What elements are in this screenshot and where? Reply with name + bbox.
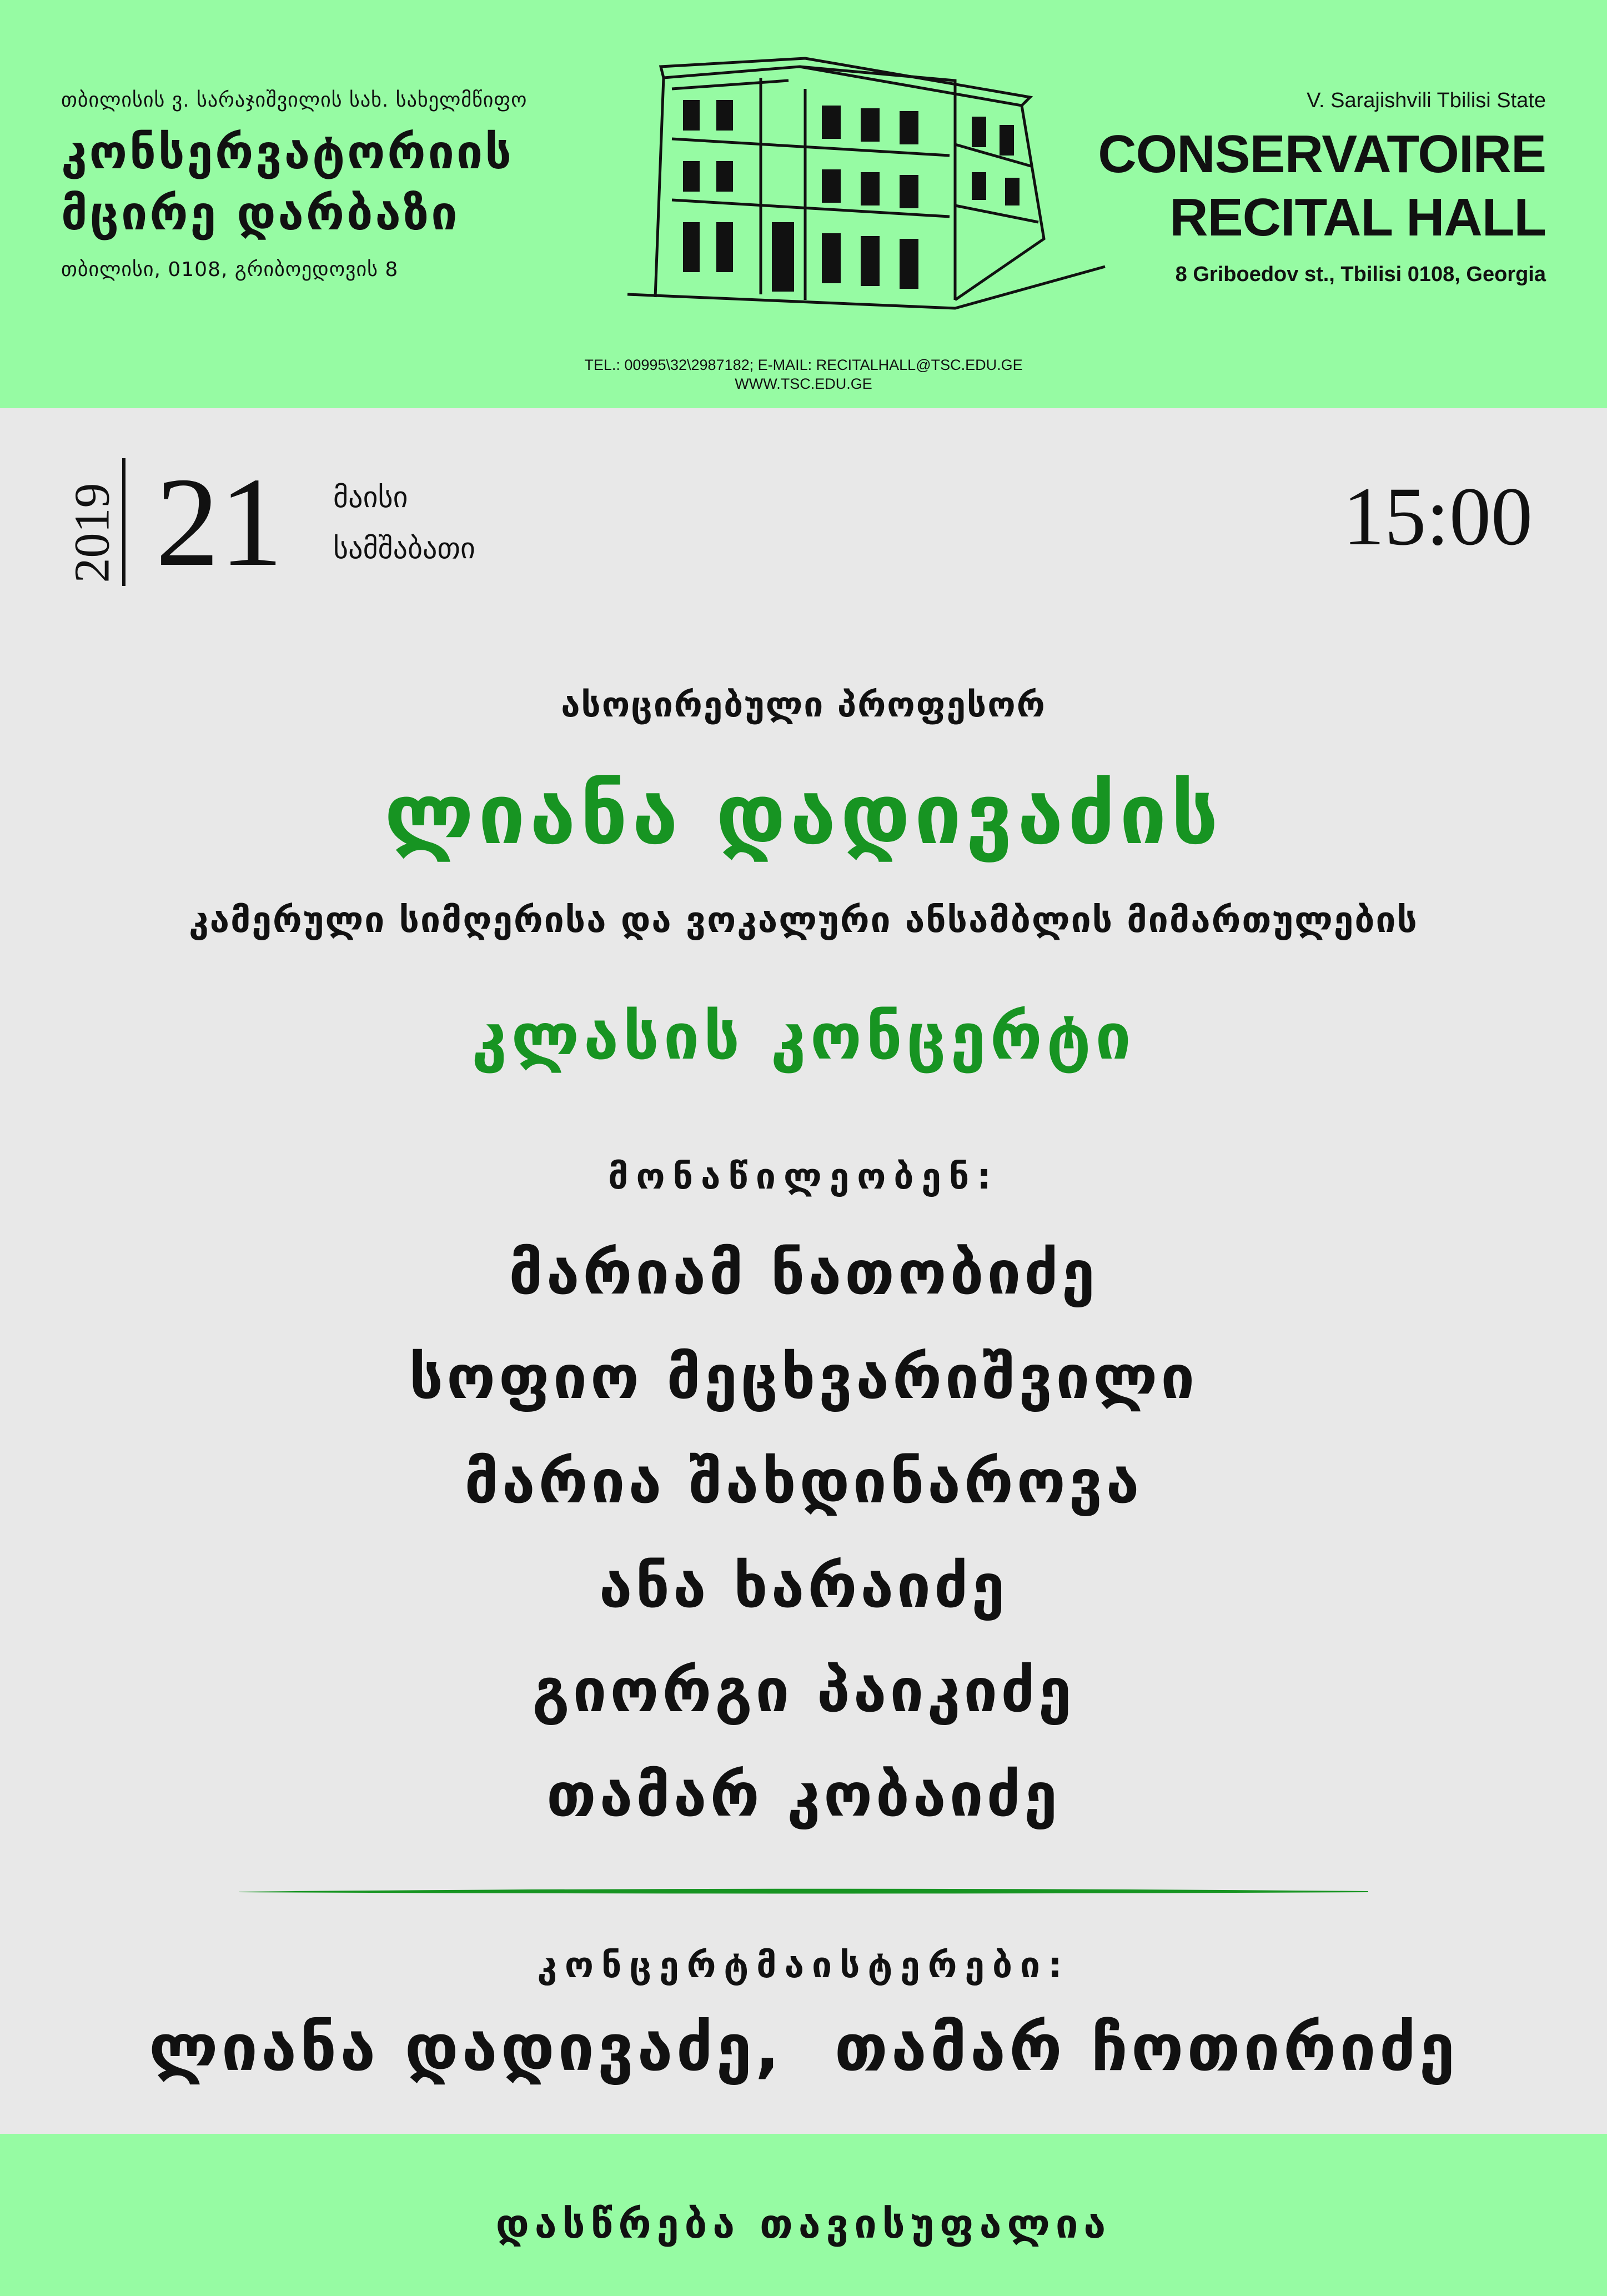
participant-name: გიორგი პაიკიძე [532,1656,1075,1726]
participants-label: მონაწილეობენ: [608,1156,999,1197]
ge-address: თბილისი, 0108, გრიბოედოვის 8 [61,258,399,281]
ge-title-line1: კონსერვატორიის [61,125,514,179]
en-subtitle: V. Sarajishvili Tbilisi State [1307,89,1546,112]
concert-title: კლასის კონცერტი [471,1000,1136,1074]
contact-info [0,355,1607,393]
event-date-time [61,451,1560,593]
en-title-line2: RECITAL HALL [1169,188,1546,247]
green-divider-line [239,1887,1368,1895]
event-time: 15:00 [1343,470,1533,563]
ge-title-line2: მცირე დარბაზი [61,186,460,240]
en-title-line1: CONSERVATOIRE [1098,124,1546,184]
professor-name: ლიანა დადივაძის [384,766,1223,863]
header-english-block [1013,89,1546,287]
ge-subtitle: თბილისის ვ. სარაჯიშვილის სახ. სახელმწიფო [61,89,528,112]
event-weekday: სამშაბათი [333,532,475,565]
header-band [0,0,1607,408]
event-day: 21 [155,451,283,593]
participant-name: მარია შახდინაროვა [464,1447,1143,1517]
contact-website: WWW.TSC.EDU.GE [735,375,872,392]
participant-name: ანა ხარაიძე [599,1552,1008,1621]
date-divider [122,458,125,586]
event-month-weekday [333,472,475,574]
participant-name: მარიამ ნათობიძე [509,1239,1098,1308]
en-address: 8 Griboedov st., Tbilisi 0108, Georgia [1175,263,1546,286]
participant-name: სოფიო მეცხვარიშვილი [409,1343,1198,1412]
admission-text: დასწრება თავისუფალია [495,2200,1112,2247]
accompanists-label: კონცერტმაისტერები: [537,1945,1070,1986]
header-georgian-block [61,89,594,281]
event-year: 2019 [64,483,120,583]
event-month: მაისი [333,481,408,514]
accompanists-names: ლიანა დადივაძე, თამარ ჩოთირიძე [149,2011,1458,2086]
contact-phone-email: TEL.: 00995\32\2987182; E-MAIL: RECITALHALL@TSC.EDU.GE [584,357,1023,373]
participant-name: თამარ კობაიძე [546,1761,1061,1830]
title-prefix: ასოცირებული პროფესორ [561,684,1046,725]
footer-band [0,2134,1607,2296]
department: კამერული სიმღერისა და ვოკალური ანსამბლის მიმართულების [189,900,1418,941]
